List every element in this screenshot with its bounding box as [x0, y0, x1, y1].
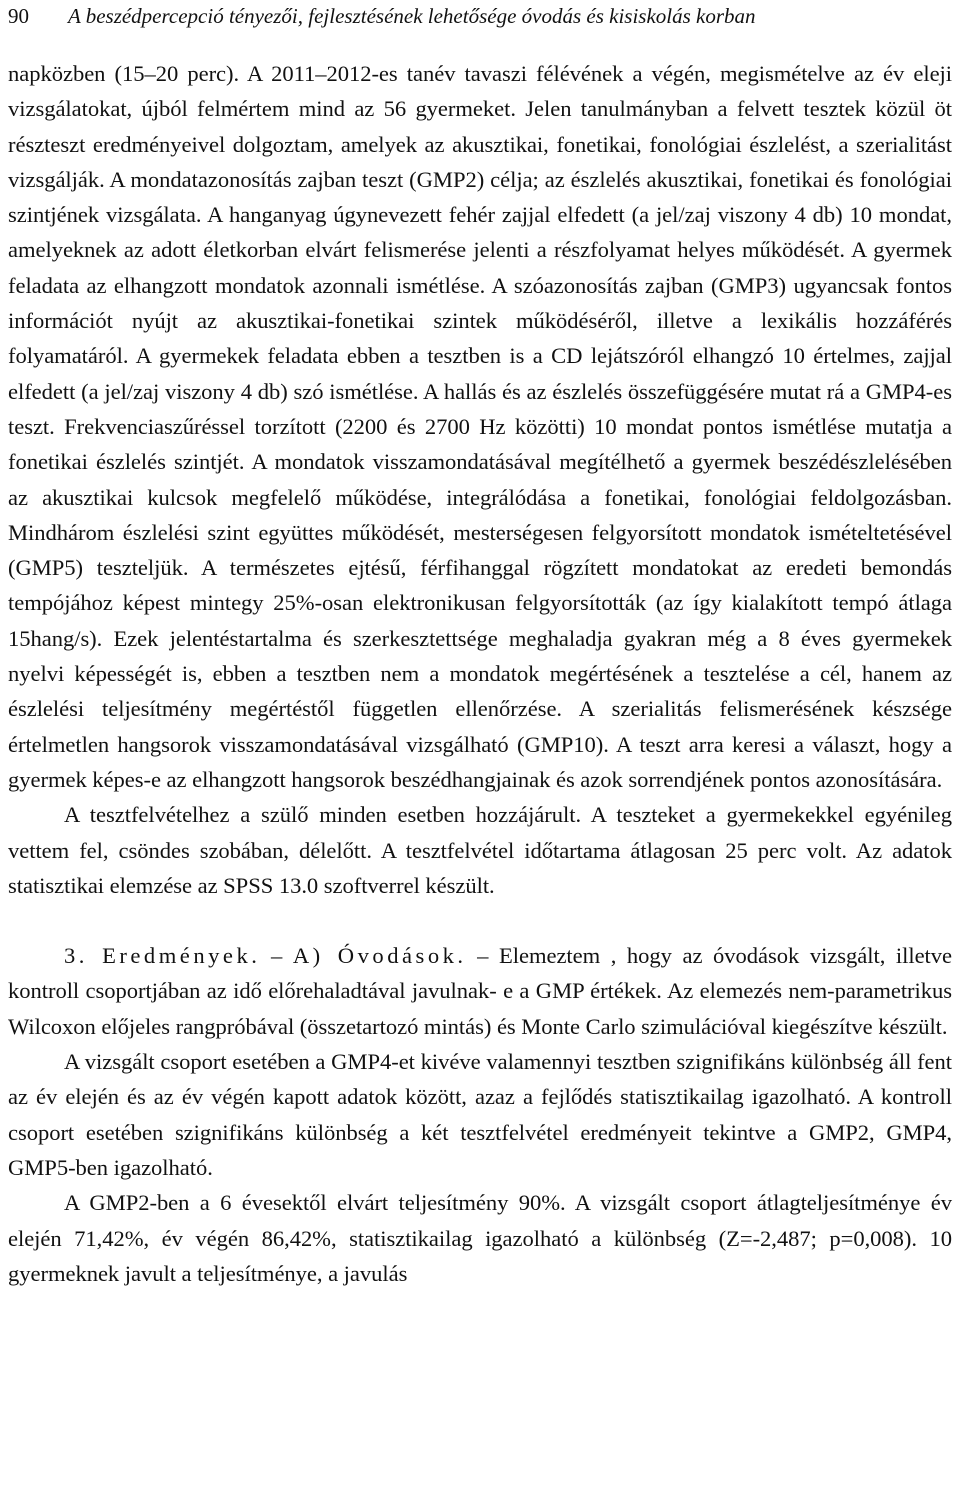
paragraph-method-tests: napközben (15–20 perc). A 2011–2012-es tanév tavaszi félévének a végén, megismételve az év eleji vizsgálatokat, újból felmértem mind az 56 gyermeket. Jelen tanulmányban a felvett tesztek közül öt részteszt eredményeivel dolgoztam, amelyek az akusztikai, fonetikai, fonológiai észlelést, a szerialitást vizsgálják. A mondatazonosítás zajban teszt (GMP2) célja; az észlelés akusztikai, fonetikai és fonológiai szintjének vizsgálata. A hanganyag úgynevezett fehér zajjal elfedett (a jel/zaj viszony 4 db) 10 mondat, amelyeknek az adott életkorban elvárt felismerése jelenti a részfolyamat helyes működését. A gyermek feladata az elhangzott mondatok azonnali ismétlése. A szóazonosítás zajban (GMP3) ugyancsak fontos információt nyújt az akusztikai-fonetikai szintek működéséről, illetve a lexikális hozzáférés folyamatáról. A gyermekek feladata ebben a tesztben is a CD lejátszóról elhangzó 10 értelmes, zajjal elfedett (a jel/zaj viszony 4 db) szó ismétlése. A hallás és az észlelés összefüggésére mutat rá a GMP4-es teszt. Frekvenciaszűréssel torzított (2200 és 2700 Hz közötti) 10 mondat pontos ismétlése mutatja a fonetikai észlelés szintjét. A mondatok visszamondatásával megítélhető a gyermek beszédészlelésében az akusztikai kulcsok megfelelő működése, integrálódása a fonetikai, fonológiai feldolgozásban. Mindhárom észlelési szint együttes működését, mesterségesen felgyorsított mondatok ismételtetésével (GMP5) teszteljük. A természetes ejtésű, férfihanggal rögzített mondatokat az eredeti bemondás tempójához képest mintegy 25%-osan elektronikusan felgyorsították (az így kialakított tempó átlaga 15hang/s). Ezek jelentéstartalma és szerkesztettsége meghaladja gyakran még a 8 éves gyermekek nyelvi képességét is, ebben a tesztben nem a mondatok megértésének a tesztelése a cél, hanem az észlelési teljesítmény megértéstől független ellenőrzése. A szerialitás felismerésének készsége értelmetlen hangsorok visszamondatásával vizsgálható (GMP10). A teszt arra keresi a választ, hogy a gyermek képes-e az elhangzott hangsorok beszédhangjainak és azok sorrendjének pontos azonosítására. — [8, 61, 952, 792]
heading-dash: – — [260, 943, 293, 969]
running-title: A beszédpercepció tényezői, fejlesztésének lehetősége óvodás és kisiskolás korban — [68, 4, 756, 28]
subsection-heading-preschoolers: A) Óvodások. — [292, 943, 467, 969]
section-gap — [8, 903, 952, 938]
paragraph-gmp2-results: A GMP2-ben a 6 évesektől elvárt teljesítmény 90%. A vizsgált csoport átlagteljesítménye év elején 71,42%, év végén 86,42%, statisztikailag igazolható a különbség (Z=-2,487; p=0,008). 10 gyermeknek javult a teljesítménye, a javulás — [8, 1190, 952, 1286]
page-header — [8, 2, 948, 34]
section-heading-results: 3. Eredmények. — [64, 943, 261, 969]
paragraph-results-intro — [8, 938, 952, 1044]
results-intro-text: – Elemeztem , hogy az óvodások vizsgált, illetve kontroll csoportjában az idő előrehaladtával javulnak- e a GMP értékek. Az elemezés nem-parametrikus Wilcoxon előjeles rangpróbával (összetartozó mintás) és Monte Carlo szimulációval kiegészítve készült. — [8, 943, 952, 1039]
page-number: 90 — [8, 4, 29, 28]
paragraph-procedure: A tesztfelvételhez a szülő minden esetben hozzájárult. A teszteket a gyermekekkel egyénileg vettem fel, csöndes szobában, délelőtt. A tesztfelvétel időtartama átlagosan 25 perc volt. Az adatok statisztikai elemzése az SPSS 13.0 szoftverrel készült. — [8, 802, 952, 898]
page-body — [8, 56, 952, 1291]
paragraph-group-comparison: A vizsgált csoport esetében a GMP4-et kivéve valamennyi tesztben szignifikáns különbség áll fent az év elején és az év végén kapott adatok között, azaz a fejlődés statisztikailag igazolható. A kontroll csoport esetében szignifikáns különbség a két tesztfelvétel eredményeit tekintve a GMP2, GMP4, GMP5-ben igazolható. — [8, 1049, 952, 1180]
